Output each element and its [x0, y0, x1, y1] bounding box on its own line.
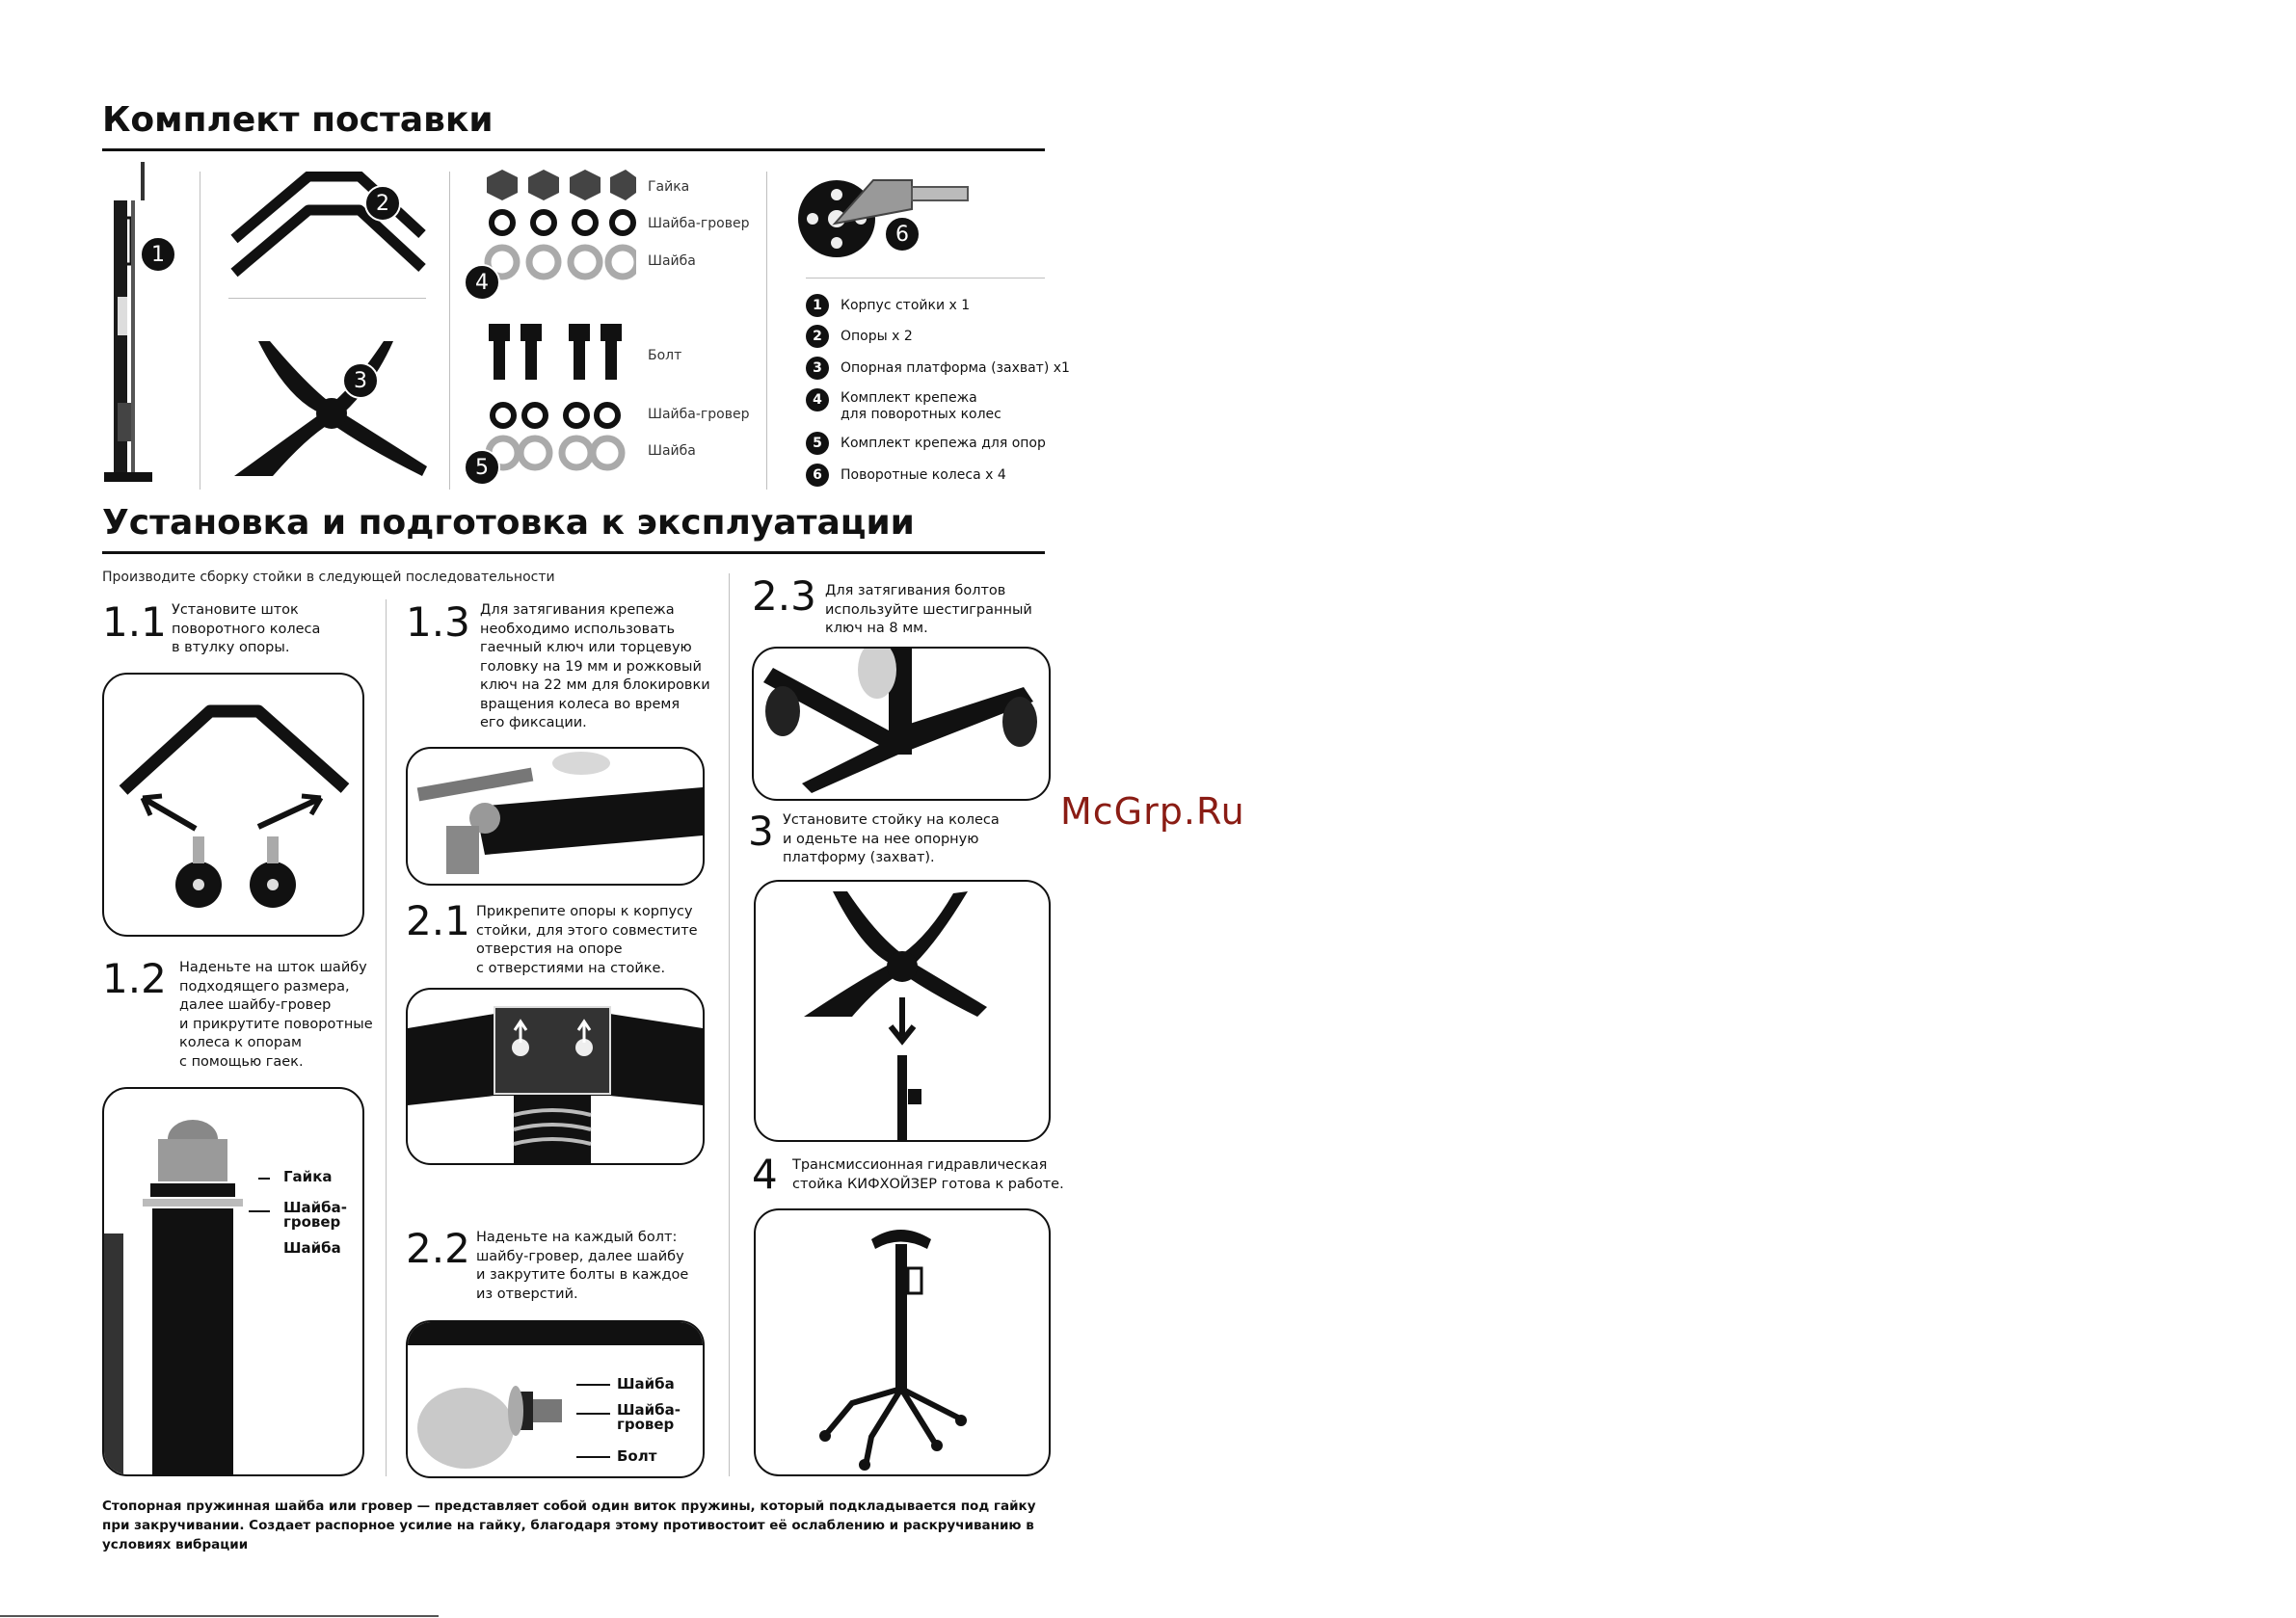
illustration-step-2-3 [752, 647, 1051, 801]
divider [806, 278, 1045, 279]
illustration-step-3 [754, 880, 1051, 1142]
footer-note: Стопорная пружинная шайба или гровер — представляет собой один виток пружины, который подкладывается под гайку при закручивании. Создает распорное усилие на гайку, благодаря этому противостоит её ослаблению и раскручиванию в условиях вибрации [102, 1499, 1036, 1552]
callout-spring-washer: Шайба- гровер [283, 1199, 347, 1231]
legend-text: Поворотные колеса х 4 [841, 466, 1006, 483]
label-washer: Шайба [648, 253, 696, 269]
legend-item [806, 325, 913, 348]
step-number: 1.3 [406, 598, 470, 646]
callout-bolt: Болт [617, 1447, 657, 1465]
legend-item [806, 388, 1001, 422]
divider [766, 172, 767, 490]
kit-legend [806, 294, 1076, 487]
legend-item [806, 464, 1006, 487]
watermark: McGrp.Ru [1060, 790, 1245, 833]
step-number: 2.1 [406, 897, 470, 944]
leg-hardware-image [477, 324, 636, 473]
legend-item [806, 294, 970, 317]
step-number: 3 [748, 808, 774, 855]
legend-number: 6 [806, 464, 829, 487]
step-text: Наденьте на шток шайбу подходящего размера, далее шайбу-гровер и прикрутите поворотные колеса к опорам с помощью гаек. [179, 960, 373, 1070]
legend-text: Корпус стойки х 1 [841, 297, 971, 313]
legend-text: Опоры х 2 [841, 328, 913, 344]
illustration-step-1-2 [102, 1087, 364, 1476]
step-text: Трансмиссионная гидравлическая стойка КИФХОЙЗЕР готова к работе. [792, 1157, 1064, 1192]
divider [729, 573, 730, 1476]
callout-washer: Шайба [617, 1375, 675, 1393]
saddle-image [229, 332, 432, 486]
step-text: Наденьте на каждый болт: шайбу-гровер, далее шайбу и закрутите болты в каждое из отверстий. [476, 1230, 689, 1302]
badge-4: 4 [464, 264, 500, 301]
badge-2: 2 [364, 185, 401, 222]
illustration-step-2-2 [406, 1320, 705, 1478]
legend-number: 4 [806, 388, 829, 411]
step-text: Для затягивания крепежа необходимо использовать гаечный ключ или торцевую головку на 19 мм и рожковый ключ на 22 мм для блокировки вращения колеса во время его фиксации. [480, 602, 710, 730]
illustration-step-4 [754, 1208, 1051, 1476]
legend-number: 3 [806, 357, 829, 380]
step-number: 4 [752, 1151, 778, 1198]
legend-number: 1 [806, 294, 829, 317]
callout-spring-washer: Шайба- гровер [617, 1401, 681, 1433]
badge-3: 3 [342, 362, 379, 399]
legs-image [229, 172, 432, 278]
legend-text: Комплект крепежа для опор [841, 435, 1046, 451]
divider [228, 298, 426, 299]
install-title-rule [102, 551, 1045, 554]
legend-number: 5 [806, 432, 829, 455]
label-nut: Гайка [648, 179, 690, 195]
label-bolt: Болт [648, 348, 682, 363]
step-number: 2.3 [752, 572, 816, 620]
badge-6: 6 [884, 216, 921, 252]
badge-1: 1 [140, 236, 176, 273]
caster-wheel-image [796, 166, 970, 262]
step-text: Установите стойку на колеса и оденьте на нее опорную платформу (захват). [783, 812, 1000, 865]
callout-washer: Шайба [283, 1239, 341, 1257]
step-number: 1.2 [102, 955, 167, 1002]
illustration-step-1-1 [102, 673, 364, 937]
legend-item [806, 357, 1070, 380]
step-text: Прикрепите опоры к корпусу стойки, для этого совместите отверстия на опоре с отверстиями на стойке. [476, 904, 698, 976]
legend-text: Опорная платформа (захват) х1 [841, 359, 1070, 376]
install-intro: Производите сборку стойки в следующей последовательности [102, 570, 555, 585]
legend-text: Комплект крепежа для поворотных колес [841, 390, 1001, 422]
kit-title-rule [102, 148, 1045, 151]
kit-title: Комплект поставки [102, 100, 494, 140]
callout-nut: Гайка [283, 1168, 333, 1185]
illustration-step-2-1 [406, 988, 705, 1165]
jack-body-image [104, 162, 181, 490]
illustration-step-1-3 [406, 747, 705, 886]
label-spring-washer: Шайба-гровер [648, 216, 750, 231]
divider [386, 599, 387, 1476]
step-text: Установите шток поворотного колеса в втулку опоры. [172, 602, 321, 655]
legend-number: 2 [806, 325, 829, 348]
label-spring-washer: Шайба-гровер [648, 407, 750, 422]
legend-item [806, 432, 1046, 455]
badge-5: 5 [464, 449, 500, 486]
step-text: Для затягивания болтов используйте шестигранный ключ на 8 мм. [825, 583, 1032, 636]
step-number: 1.1 [102, 598, 167, 646]
divider [449, 172, 450, 490]
install-title: Установка и подготовка к эксплуатации [102, 503, 915, 543]
label-washer: Шайба [648, 443, 696, 459]
step-number: 2.2 [406, 1225, 470, 1272]
edge-line [0, 1615, 439, 1617]
